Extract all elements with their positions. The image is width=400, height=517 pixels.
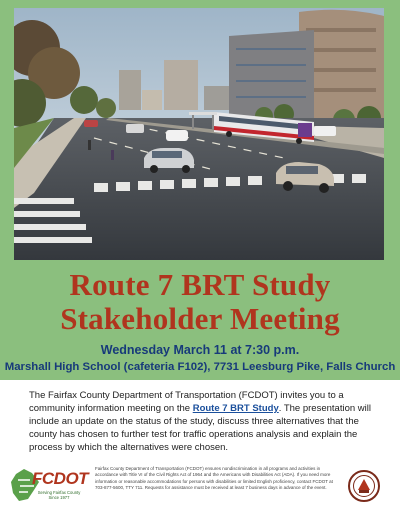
event-title-line2: Stakeholder Meeting	[60, 301, 340, 336]
county-seal-icon	[348, 470, 380, 502]
hero-rendering-image	[14, 8, 384, 260]
invitation-text-before: The Fairfax County Department of Transportation (FCDOT) invites you to a community information meeting on the	[29, 390, 344, 414]
event-datetime: Wednesday March 11 at 7:30 p.m.	[100, 343, 300, 357]
brt-street-illustration	[14, 8, 384, 260]
event-title-line1: Route 7 BRT Study	[69, 267, 331, 302]
invitation-text-after: . The presentation will include an update on the status of the study, discuss three alternatives that the county has chosen to further test for traffic operations analysis and explain the process by which the alternatives were chosen.	[29, 403, 371, 453]
fcdot-logo-text: FCDOT	[32, 469, 89, 488]
fcdot-logo	[10, 466, 89, 510]
event-venue: Marshall High School (cafeteria F102), 7731 Leesburg Pike, Falls Church	[4, 361, 396, 373]
invitation-paragraph	[29, 389, 379, 454]
fcdot-logo-tagline: Serving Fairfax County Since 1977	[37, 490, 81, 500]
route7-study-link[interactable]: Route 7 BRT Study	[192, 403, 279, 414]
nondiscrimination-notice: Fairfax County Department of Transportation (FCDOT) ensures nondiscrimination in all programs and activities in accordance with Title VI of the Civil Rights Act of 1964 and the Americans with Disabilities Act (ADA). If you need more information or reasonable accommodations for persons with disabilities or limited English proficiency, contact FCDOT at 703-877-5600, TTY 711. Requests for assistance must be received at least 7 business days in advance of the event.	[95, 466, 333, 490]
